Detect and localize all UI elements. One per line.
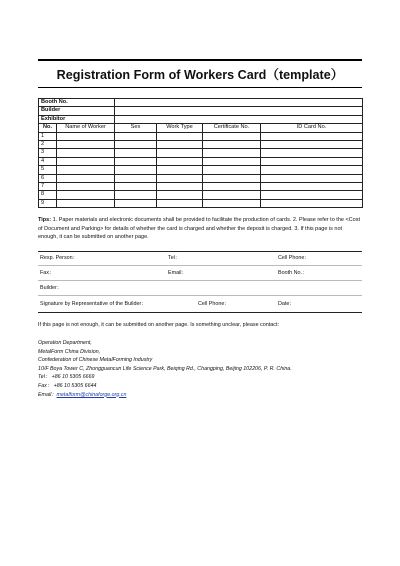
id-card-cell[interactable]: [261, 166, 363, 174]
builder-field[interactable]: [115, 107, 363, 115]
row-number: 3: [39, 149, 57, 157]
work-type-cell[interactable]: [157, 149, 203, 157]
sex-cell[interactable]: [115, 149, 157, 157]
col-header-no: No.: [39, 124, 57, 132]
table-row: [39, 199, 363, 207]
id-card-cell[interactable]: [261, 141, 363, 149]
id-card-cell[interactable]: [261, 132, 363, 140]
sex-cell[interactable]: [115, 132, 157, 140]
id-card-cell[interactable]: [261, 199, 363, 207]
name-cell[interactable]: [57, 141, 115, 149]
fax-field[interactable]: Fax：: [40, 270, 55, 276]
builder-field[interactable]: Builder：: [40, 285, 63, 291]
title-top-rule: [38, 59, 362, 61]
id-card-cell[interactable]: [261, 157, 363, 165]
booth-no-label: Booth No.: [39, 99, 115, 107]
row-number: 4: [39, 157, 57, 165]
work-type-cell[interactable]: [157, 166, 203, 174]
table-row: [39, 174, 363, 182]
contact-address: 10/F Boya Tower C, Zhongguancun Life Science Park, Beiqing Rd., Changping, Beijing 102206, P. R. China.: [38, 365, 292, 372]
sex-cell[interactable]: [115, 191, 157, 199]
work-type-cell[interactable]: [157, 174, 203, 182]
row-number: 2: [39, 141, 57, 149]
id-card-cell[interactable]: [261, 149, 363, 157]
sex-cell[interactable]: [115, 157, 157, 165]
exhibitor-label: Exhibitor: [39, 115, 115, 123]
name-cell[interactable]: [57, 132, 115, 140]
contact-organization: Confederation of Chinese MetalForming Industry: [38, 357, 153, 364]
row-number: 7: [39, 183, 57, 191]
id-card-cell[interactable]: [261, 191, 363, 199]
contact-email-label: Email：: [38, 391, 57, 398]
builder-label: Builder: [39, 107, 115, 115]
col-header-sex: Sex: [115, 124, 157, 132]
email-field[interactable]: Email：: [168, 270, 187, 276]
work-type-cell[interactable]: [157, 191, 203, 199]
resp-person-field[interactable]: Resp. Person：: [40, 255, 79, 261]
work-type-cell[interactable]: [157, 183, 203, 191]
table-row: [39, 149, 363, 157]
table-row: [39, 132, 363, 140]
certificate-cell[interactable]: [203, 141, 261, 149]
cell-phone-2-field[interactable]: Cell Phone：: [198, 301, 230, 307]
workers-table: [38, 98, 363, 208]
col-header-work-type: Work Type: [157, 124, 203, 132]
divider: [38, 295, 362, 296]
booth-row: [39, 99, 363, 107]
tips-text: 1. Paper materials and electronic documents shall be provided to facilitate the production of cards. 2. Please refer to the <Cost of Document and Parking> for details of whether the card is charged and whether the deposit is charged. 3. If this page is not enough, it can be submitted on another page.: [38, 217, 360, 241]
certificate-cell[interactable]: [203, 132, 261, 140]
date-field[interactable]: Date：: [278, 301, 295, 307]
name-cell[interactable]: [57, 149, 115, 157]
name-cell[interactable]: [57, 157, 115, 165]
table-row: [39, 166, 363, 174]
row-number: 8: [39, 191, 57, 199]
tel-field[interactable]: Tel：: [168, 255, 181, 261]
certificate-cell[interactable]: [203, 183, 261, 191]
sex-cell[interactable]: [115, 174, 157, 182]
booth-no-field[interactable]: [115, 99, 363, 107]
certificate-cell[interactable]: [203, 149, 261, 157]
sex-cell[interactable]: [115, 141, 157, 149]
contact-email-line: [38, 391, 292, 400]
form-title: Registration Form of Workers Card（template）: [56, 68, 344, 82]
sex-cell[interactable]: [115, 199, 157, 207]
certificate-cell[interactable]: [203, 191, 261, 199]
contact-fax: Fax： +86 10 5305 6644: [38, 382, 97, 389]
cell-phone-field[interactable]: Cell Phone：: [278, 255, 310, 261]
col-header-certificate: Certificate No.: [203, 124, 261, 132]
title-bottom-rule: [38, 87, 362, 88]
booth-no-field[interactable]: Booth No.：: [278, 270, 308, 276]
row-number: 6: [39, 174, 57, 182]
exhibitor-field[interactable]: [115, 115, 363, 123]
signature-field[interactable]: Signature by Representative of the Builder：: [40, 301, 147, 307]
exhibitor-row: [39, 115, 363, 123]
work-type-cell[interactable]: [157, 157, 203, 165]
name-cell[interactable]: [57, 174, 115, 182]
certificate-cell[interactable]: [203, 174, 261, 182]
table-row: [39, 183, 363, 191]
work-type-cell[interactable]: [157, 199, 203, 207]
submission-note: If this page is not enough, it can be submitted on another page. Is something unclear, please contact:: [38, 322, 279, 328]
table-header-row: [39, 124, 363, 132]
certificate-cell[interactable]: [203, 157, 261, 165]
row-number: 1: [39, 132, 57, 140]
tips-paragraph: [38, 216, 362, 242]
sex-cell[interactable]: [115, 183, 157, 191]
name-cell[interactable]: [57, 191, 115, 199]
table-row: [39, 141, 363, 149]
contact-department: Operation Department,: [38, 340, 92, 346]
tips-label: Tips:: [38, 217, 52, 223]
col-header-id-card: ID Card No.: [261, 124, 363, 132]
name-cell[interactable]: [57, 166, 115, 174]
row-number: 5: [39, 166, 57, 174]
contact-division: MetalForm China Division,: [38, 348, 101, 355]
name-cell[interactable]: [57, 199, 115, 207]
divider: [38, 280, 362, 281]
id-card-cell[interactable]: [261, 183, 363, 191]
builder-row: [39, 107, 363, 115]
name-cell[interactable]: [57, 183, 115, 191]
work-type-cell[interactable]: [157, 132, 203, 140]
contact-block: [38, 339, 292, 399]
table-row: [39, 191, 363, 199]
work-type-cell[interactable]: [157, 141, 203, 149]
row-number: 9: [39, 199, 57, 207]
sex-cell[interactable]: [115, 166, 157, 174]
contact-info-box: [38, 251, 362, 313]
certificate-cell[interactable]: [203, 166, 261, 174]
contact-tel: Tel： +86 10 5305 6669: [38, 374, 95, 381]
id-card-cell[interactable]: [261, 174, 363, 182]
contact-email-link[interactable]: metalform@chinaforge.org.cn: [56, 391, 127, 398]
certificate-cell[interactable]: [203, 199, 261, 207]
table-row: [39, 157, 363, 165]
divider: [38, 265, 362, 266]
col-header-name: Name of Worker: [57, 124, 115, 132]
